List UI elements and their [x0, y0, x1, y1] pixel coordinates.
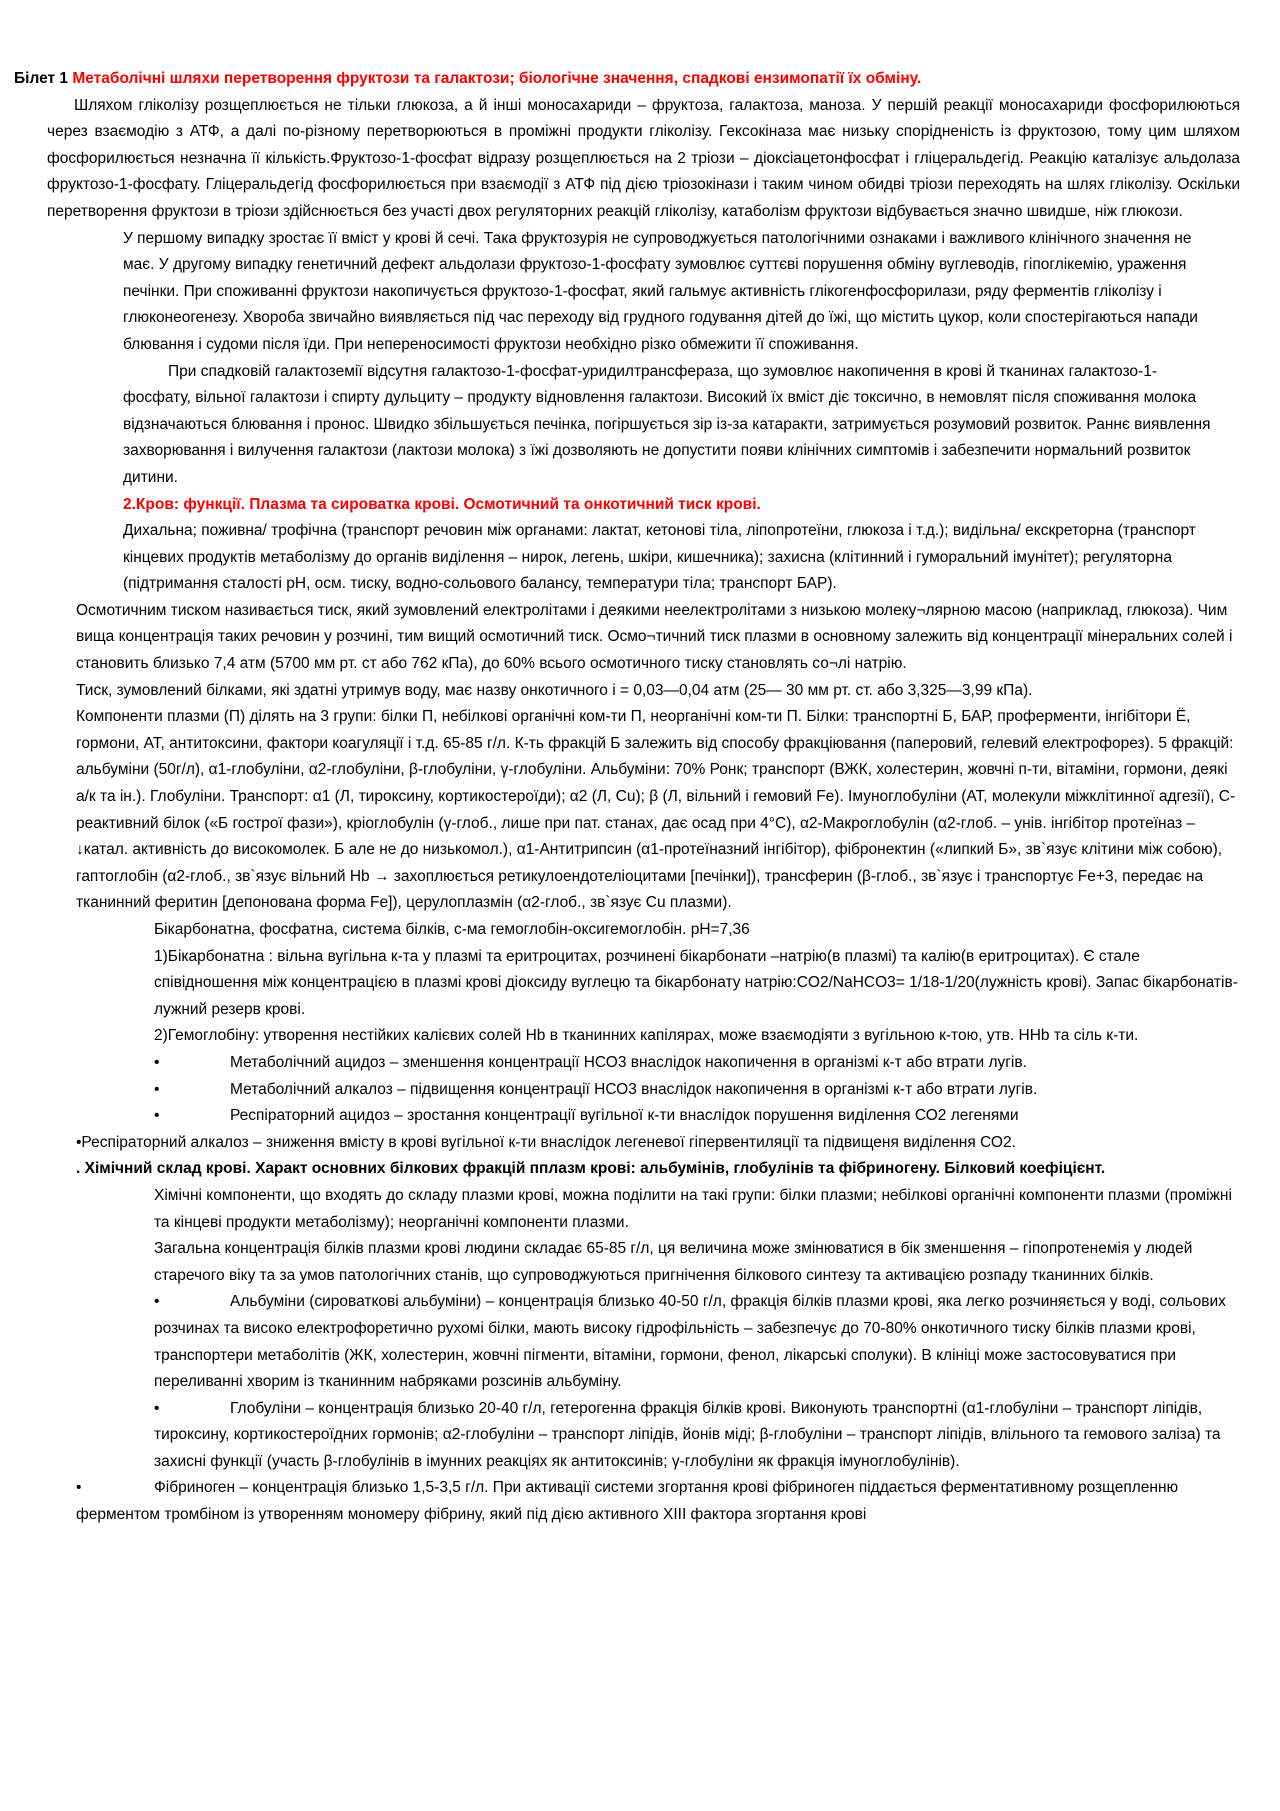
q3-albumins: [0, 1289, 1280, 1395]
bullet-icon: •: [154, 1107, 160, 1125]
question-3-title: . Хімічний склад крові. Характ основних білкових фракцій пплазм крові: альбумінів, глобулінів та фібриногену. Білковий коефіцієнт.: [76, 1160, 1106, 1178]
question-1-title: Метаболічні шляхи перетворення фруктози та галактози; біологічне значення, спадкові ензимопатії їх обміну.: [72, 70, 922, 87]
ticket-header: [0, 66, 1280, 93]
q2-buffer-hemoglobin: 2)Гемоглобіну: утворення нестійких калієвих солей Hb в тканинних капілярах, може взаємодіяти з вугільною к-тою, утв. HHb та сіль к-ти.: [154, 1027, 1139, 1045]
q1-paragraph-glycolysis: Шляхом гліколізу розщеплюється не тільки глюкоза, а й інші моносахариди – фруктоза, галактоза, маноза. У першій реакції моносахариди фосфорилюються через взаємодію з АТФ, а далі по-різному перетворюються в проміжні продукти гліколізу. Гексокіназа має низьку спорідненість із фруктозою, тому цим шляхом фосфорилюється незначна її кількість.Фруктозо-1-фосфат відразу розщеплюється на 2 тріози – діоксіацетонфосфат і гліцеральдегід. Реакцію каталізує альдолаза фруктозо-1-фосфату. Гліцеральдегід фосфорилюється при взаємодії з АТФ під дією тріозокінази і таким чином обидві тріози переходять на шлях гліколізу. Оскільки перетворення фруктози в тріози здійснюється без участі двох регуляторних реакцій гліколізу, катаболізм фруктози відбувається значно швидше, ніж глюкози.: [47, 96, 1240, 220]
list-item: [0, 1077, 1280, 1104]
acidosis-item-text: Респіраторний ацидоз – зростання концентрації вугільної к-ти внаслідок порушення виділення СО2 легенями: [230, 1107, 1019, 1125]
ticket-label: Білет 1: [14, 70, 69, 87]
q3-chemical-components: Хімічні компоненти, що входять до складу плазми крові, можна поділити на такі групи: білки плазми; небілкові органічні компоненти плазми (проміжні та кінцеві продукти метаболізму); неорганічні компоненти плазми.: [154, 1186, 1232, 1231]
q2-blood-functions: Дихальна; поживна/ трофічна (транспорт речовин між органами: лактат, кетонові тіла, ліпопротеїни, глюкоза і т.д.); видільна/ екскреторна (транспорт кінцевих продуктів метаболізму до органів виділення – нирок, легень, шкіри, кишечника); захисна (клітинний і гуморальний імунітет); регуляторна (підтримання сталості рН, осм. тиску, водно-сольового балансу, температури тіла; транспорт БАР).: [123, 522, 1196, 593]
fibrinogen-text: Фібриноген – концентрація близько 1,5-3,5 г/л. При активації системи згортання крові фібриноген піддається ферментативному розщепленню ферментом тромбіном із утворенням мономеру фібрину, який під дією активного XIII фактора згортання крові: [76, 1479, 1179, 1524]
bullet-icon: •: [154, 1293, 160, 1311]
q2-osmotic-pressure: Осмотичним тиском називається тиск, який зумовлений електролітами і деякими неелектролітами з низькою молеку¬лярною масою (наприклад, глюкоза). Чим вища концентрація таких речовин у розчині, тим вищий осмотичний тиск. Осмо¬тичний тиск плазми в основному залежить від концентрації мінеральних солей і становить близько 7,4 атм (5700 мм рт. ст або 762 кПа), до 60% всього осмотичного тиску становлять со¬лі натрію.: [76, 601, 1233, 673]
bullet-icon: •: [154, 1080, 160, 1098]
acidosis-item-text: Метаболічний ацидоз – зменшення концентрації НСО3 внаслідок накопичення в організмі к-т або втрати лугів.: [230, 1053, 1027, 1071]
q3-fibrinogen: [0, 1475, 1280, 1528]
acidosis-item-text: Метаболічний алкалоз – підвищення концентрації НСО3 внаслідок накопичення в організмі к-т або втрати лугів.: [230, 1080, 1038, 1098]
q2-buffer-bicarbonate: 1)Бікарбонатна : вільна вугільна к-та у плазмі та еритроцитах, розчинені бікарбонати –натрію(в плазмі) та калію(в еритроцитах). Є стале співідношення між концентрацією в плазмі крові діоксиду вуглецю та бікарбонату натрію:CO2/NaHCO3= 1/18-1/20(лужність крові). Запас бікарбонатів- лужний резерв крові.: [154, 947, 1238, 1018]
q2-buffer-systems-title: Бікарбонатна, фосфатна, система білків, с-ма гемоглобін-оксигемоглобін. рН=7,36: [154, 921, 750, 938]
albumins-text: Альбуміни (сироваткові альбуміни) – концентрація близько 40-50 г/л, фракція білків плазми крові, яка легко розчиняється у воді, сольових розчинах та високо електрофоретично рухомі білки, мають високу гідрофільність – забезпечує до 70-80% онкотичного тиску білків плазми крові, транспортери метаболітів (ЖК, холестерин, жовчні пігменти, вітаміни, гормони, фенол, лікарські сполуки). В клініці може застосовуватися при переливанні хворим із тканинним набряками розсинів альбуміну.: [154, 1293, 1226, 1391]
q1-paragraph-galactosemia: При спадковій галактоземії відсутня галактозо-1-фосфат-уридилтрансфераза, що зумовлює накопичення в крові й тканинах галактозо-1-фосфату, вільної галактози і спирту дульциту – продукту відновлення галактози. Високий їх вміст діє токсично, в немовлят після споживання молока відзначаються блювання і пронос. Швидко збільшується печінка, погіршується зір із-за катаракти, затримується розумовий розвиток. Раннє виявлення захворювання і вилучення галактози (лактози молока) з їжі дозволяють не допустити появи клінічних симптомів і забезпечити нормальний розвиток дитини.: [123, 362, 1211, 486]
list-item: [0, 1103, 1280, 1130]
question-2-title: 2.Кров: функції. Плазма та сироватка крові. Осмотичний та онкотичний тиск крові.: [123, 495, 761, 513]
q3-total-protein: Загальна концентрація білків плазми крові людини складає 65-85 г/л, ця величина може змінюватися в бік зменшення – гіпопротенемія у людей старечого віку та за умов патологічних станів, що супроводжуються пригнічення білкового синтезу та активацією розпаду тканинних білків.: [154, 1240, 1193, 1284]
globulins-text: Глобуліни – концентрація близько 20-40 г/л, гетерогенна фракція білків крові. Виконують транспортні (α1-глобуліни – транспорт ліпідів, тироксину, кортикостероїдних гормонів; α2-глобуліни – транспорт ліпідів, йонів міді; β-глобуліни – транспорт ліпідів, влільного та гемового заліза) та захисні функції (участь β-глобулінів в імунних реакціях як антитоксинів; γ-глобуліни як фракція імуноглобулінів).: [154, 1399, 1221, 1470]
q3-globulins: [0, 1396, 1280, 1476]
q1-paragraph-fructosuria: У першому випадку зростає її вміст у крові й сечі. Така фруктозурія не супроводжується патологічними ознаками і важливого клінічного значення не має. У другому випадку генетичний дефект альдолази фруктозо-1-фосфату зумовлює суттєві порушення обміну вуглеводів, гіпоглікемію, ураження печінки. При споживанні фруктози накопичується фруктозо-1-фосфат, який гальмує активність глікогенфосфорилази, ряду ферментів гліколізу і глюконеогенезу. Хвороба звичайно виявляється під час переходу від грудного годування дітей до їжі, що містить цукор, коли спостерігаються напади блювання і судоми після їди. При непереносимості фруктози необхідно різко обмежити її споживання.: [123, 229, 1198, 353]
q2-oncotic-pressure: Тиск, зумовлений білками, які здатні утримув воду, має назву онкотичного і = 0,03—0,04 атм (25— 30 мм рт. ст. або 3,325—3,99 кПа).: [76, 681, 1033, 699]
q2-respiratory-alkalosis: •Респіраторний алкалоз – зниження вмісту в крові вугільної к-ти внаслідок легеневої гіпервентиляції та підвищеня виділення СО2.: [76, 1133, 1016, 1151]
bullet-icon: •: [154, 1399, 160, 1417]
list-item: [0, 1050, 1280, 1077]
bullet-icon: •: [154, 1053, 160, 1071]
bullet-icon: •: [76, 1479, 82, 1497]
q2-plasma-components: Компоненти плазми (П) ділять на 3 групи: білки П, небілкові органічні ком-ти П, неорганічні ком-ти П. Білки: транспортні Б, БАР, проферменти, інгібітори Ё, гормони, АТ, антитоксини, фактори коагуляції і т.д. 65-85 г/л. К-ть фракцій Б залежить від способу фракціювання (паперовий, гелевий електрофорез). 5 фракцій: альбуміни (50г/л), α1-глобуліни, α2-глобуліни, β-глобуліни, γ-глобуліни. Альбуміни: 70% Ронк; транспорт (ВЖК, холестерин, жовчні п-ти, вітаміни, гормони, деякі а/к та ін.). Глобуліни. Транспорт: α1 (Л, тироксину, кортикостероїди); α2 (Л, Cu); β (Л, вільний і гемовий Fe). Імуноглобуліни (АТ, молекули міжклітинної адгезії), С-реактивний білок («Б гострої фази»), кріоглобулін (γ-глоб., лише при пат. станах, дає осад при 4°С), α2-Макроглобулін (α2-глоб. – унів. інгібітор протеїназ – ↓катал. активність до високомолек. Б але не до низькомол.), α1-Антитрипсин (α1-протеїназний інгібітор), фібронектин («липкий Б», зв`язує клітини між собою), гаптоглобін (α2-глоб., зв`язує вільний Hb → захоплюється ретикулоендотеліоцитами [печінки]), трансферин (β-глоб., зв`язує і транспортує Fe+3, передає на тканинний феритин [депонована форма Fe]), церулоплазмін (α2-глоб., зв`язує Cu плазми).: [76, 708, 1236, 912]
